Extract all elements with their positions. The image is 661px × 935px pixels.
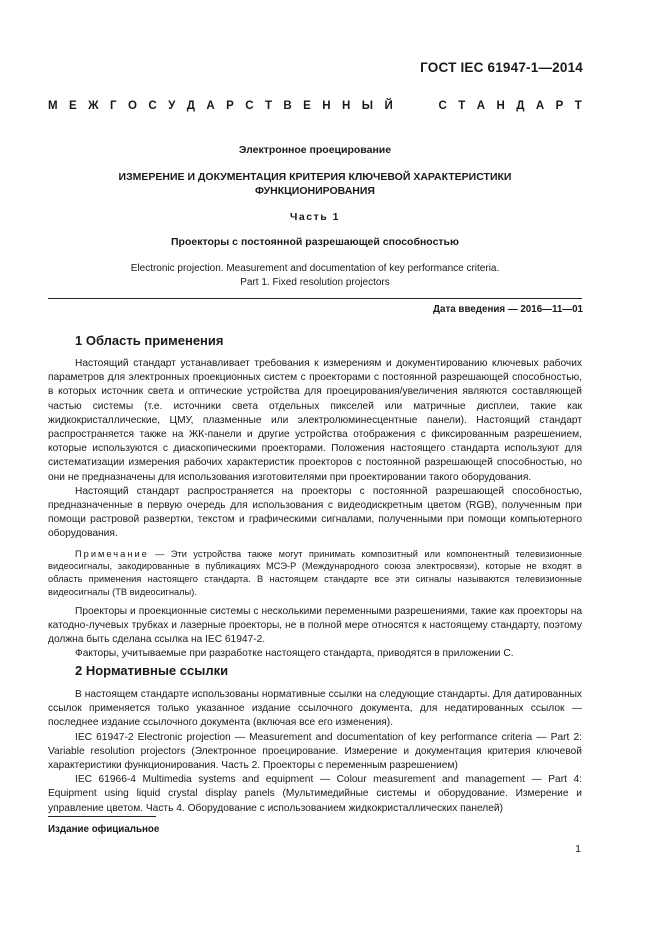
banner-letter: Д bbox=[186, 100, 195, 112]
banner-letter: Р bbox=[555, 100, 564, 112]
paragraph: Проекторы и проекционные системы с несколькими переменными разрешениями, такие как проекторы на катодно-лучевых трубках и лазерные проекторы, не в полной мере относятся к настоящему стандарту, поэтому должна быть сделана ссылка на IEC 61947-2. bbox=[48, 605, 582, 646]
part-number: Часть 1 bbox=[290, 211, 340, 223]
paragraph: В настоящем стандарте использованы нормативные ссылки на следующие стандарты. Для датированных ссылок применяется только указанное издание ссылочного документа, для недатированных ссылок — последнее издание ссылочного документа (включая все его изменения). bbox=[48, 689, 582, 729]
note bbox=[48, 548, 582, 599]
banner-letter: С bbox=[245, 100, 254, 112]
banner-letter: С bbox=[438, 100, 447, 112]
paragraph: Настоящий стандарт распространяется на проекторы с постоянной разрешающей способностью, предназначенные в первую очередь для использования с видеодискретным цветом (RGB), полученным при помощи растровой развертки, текстом и графическими сигналами, полученными при помощи компьютерного оборудования. bbox=[48, 485, 582, 540]
section-1-body bbox=[48, 357, 582, 662]
banner-letter: Н bbox=[322, 100, 331, 112]
english-title-line-2: Part 1. Fixed resolution projectors bbox=[240, 276, 390, 288]
divider bbox=[48, 298, 582, 299]
note-label: Примечание bbox=[75, 548, 149, 559]
banner-letter: Ж bbox=[88, 100, 99, 112]
reference-item: IEC 61947-2 Electronic projection — Measurement and documentation of key performance criteria — Part 2: Variable resolution projectors (Электронное проецирование. Измерение и документация критерия ключевой характеристики функционирования. Часть 2. Проекторы с переменным разрешением) bbox=[48, 731, 582, 772]
banner-letter: Р bbox=[226, 100, 234, 112]
banner-letter: А bbox=[206, 100, 215, 112]
english-title-line-1: Electronic projection. Measurement and documentation of key performance criteria. bbox=[130, 263, 500, 274]
banner-letter: Т bbox=[458, 100, 466, 112]
banner-letter: А bbox=[535, 100, 545, 112]
banner-letter: Т bbox=[264, 100, 272, 112]
section-2-body bbox=[48, 688, 582, 816]
banner-letter: Н bbox=[342, 100, 351, 112]
part-title: Проекторы с постоянной разрешающей способностью bbox=[171, 236, 459, 248]
interstate-standard-banner bbox=[48, 100, 582, 112]
paragraph: Настоящий стандарт устанавливает требования к измерениям и документированию ключевых рабочих параметров для электронных проекционных систем с проекторами с постоянной разрешающей способностью, в которых источник света и оптические устройства для проецирования/увеличения являются составляющей частью системы (т.е. источники света отдельных пикселей или матричные дисплеи, такие как жидкокристаллические, ЦМУ, плазменные или электролюминесцентные панели). Настоящий стандарт распространяется также на ЖК-панели и другие устройства отображения с фиксированным разрешением, которые используются с диаскопическими проекторами. Положения настоящего стандарта используют для систематизации измерения рабочих характеристик проекторов с постоянной разрешающей способностью, но они не предназначены для использования изготовителями при проектировании такого оборудования. bbox=[48, 358, 582, 483]
banner-letter: У bbox=[168, 100, 176, 112]
section-1-heading: 1 Область применения bbox=[75, 333, 224, 348]
banner-letter: А bbox=[476, 100, 486, 112]
banner-letter: Г bbox=[109, 100, 117, 112]
divider bbox=[48, 816, 156, 817]
banner-letter: О bbox=[127, 100, 137, 112]
paragraph: Факторы, учитываемые при разработке настоящего стандарта, приводятся в приложении С. bbox=[75, 648, 514, 660]
main-title-line-2: ФУНКЦИОНИРОВАНИЯ bbox=[255, 185, 375, 197]
subject-title: Электронное проецирование bbox=[238, 144, 392, 156]
edition-label: Издание официальное bbox=[48, 824, 160, 835]
reference-item: IEC 61966-4 Multimedia systems and equipment — Colour measurement and management — Part 4: Equipment using liquid crystal display panels (Мультимедийные системы и оборудование. Измерение и управление цветом. Часть 4. Оборудование с использованием жидкокристаллических панелей) bbox=[48, 774, 582, 814]
banner-letter: Е bbox=[69, 100, 77, 112]
main-title bbox=[48, 170, 582, 198]
banner-letter: Н bbox=[496, 100, 505, 112]
banner-letter: Т bbox=[574, 100, 582, 112]
banner-letter: С bbox=[148, 100, 157, 112]
banner-letter: В bbox=[283, 100, 292, 112]
section-2-heading: 2 Нормативные ссылки bbox=[75, 663, 229, 678]
english-title bbox=[48, 262, 582, 289]
banner-letter: Й bbox=[384, 100, 393, 112]
banner-letter: Е bbox=[303, 100, 311, 112]
banner-letter: М bbox=[48, 100, 58, 112]
document-number: ГОСТ IEC 61947-1—2014 bbox=[420, 60, 583, 75]
banner-letter: Д bbox=[516, 100, 525, 112]
introduction-date: Дата введения — 2016—11—01 bbox=[433, 304, 583, 315]
note-text: — Эти устройства также могут принимать композитный или компонентный телевизионные видеосигналы, закодированные в публикациях МСЭ-Р (Международного союза электросвязи), которые не входят в область применения настоящего стандарта. В настоящем стандарте все эти сигналы называются телевизионные видеосигналы (ТВ видеосигналы). bbox=[48, 548, 582, 598]
page-number: 1 bbox=[575, 843, 581, 855]
banner-letter: Ы bbox=[361, 100, 374, 112]
main-title-line-1: ИЗМЕРЕНИЕ И ДОКУМЕНТАЦИЯ КРИТЕРИЯ КЛЮЧЕВОЙ ХАРАКТЕРИСТИКИ bbox=[118, 171, 512, 183]
